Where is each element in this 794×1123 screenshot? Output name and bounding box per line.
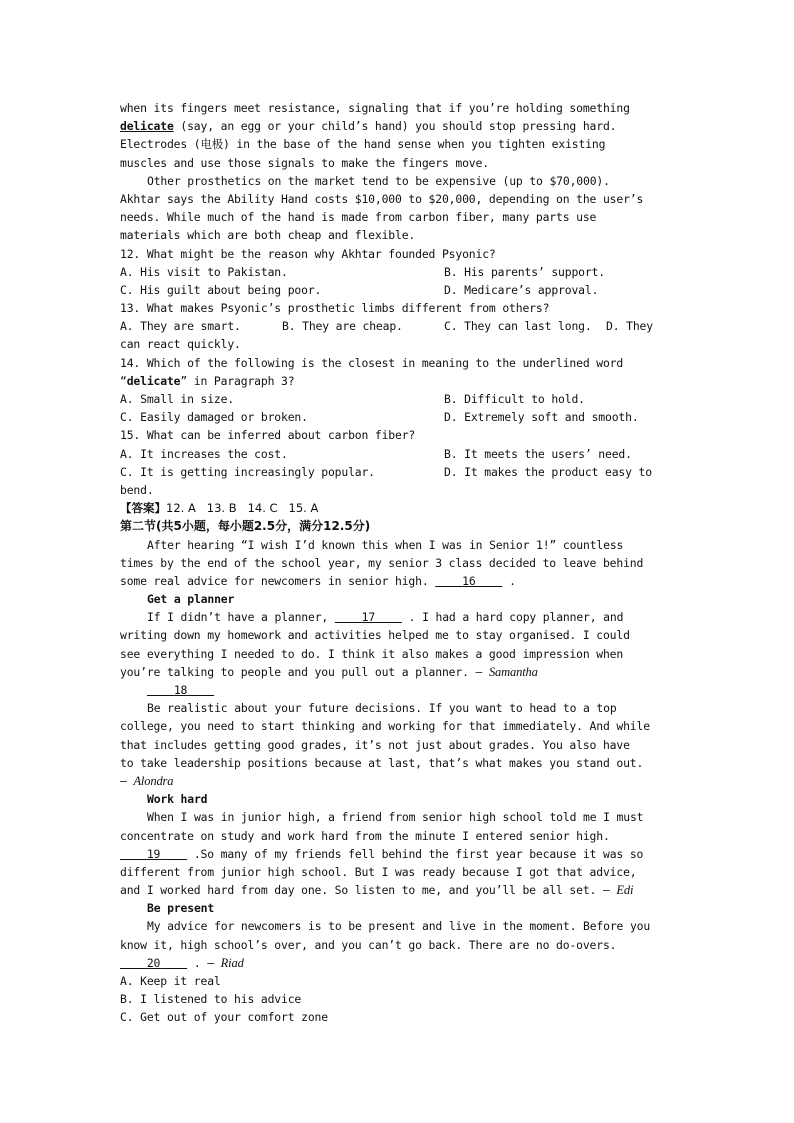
text-line: materials which are both cheap and flexible. (120, 228, 416, 243)
text-line: If I didn’t have a planner, 17 . I had a hard copy planner, and (120, 608, 680, 626)
text-line: college, you need to start thinking and working for that immediately. And while (120, 719, 650, 734)
subheading-get-a-planner: Get a planner (147, 592, 235, 607)
text-line: concentrate on study and work hard from the minute I entered senior high. (120, 828, 610, 843)
question-15-options: A. It increases the cost. B. It meets the users’ need. (120, 446, 632, 461)
question-15-stem: 15. What can be inferred about carbon fiber? (120, 428, 416, 443)
question-13-stem: 13. What makes Psyonic’s prosthetic limbs different from others? (120, 301, 550, 316)
signature-samantha: Samantha (488, 664, 538, 679)
text-line: you’re talking to people and you pull out a planner. — Samantha (120, 664, 538, 679)
option-b: B. I listened to his advice (120, 992, 302, 1007)
text-line: My advice for newcomers is to be present and live in the moment. Before you (147, 919, 651, 934)
answer-key-text: 12. A 13. B 14. C 15. A (166, 501, 319, 516)
text-line: when its fingers meet resistance, signaling that if you’re holding something (120, 101, 630, 115)
blank-16[interactable]: 16 (462, 573, 476, 588)
signature-alondra: Alondra (133, 773, 174, 788)
text-line: Be realistic about your future decisions. If you want to head to a top (147, 701, 617, 716)
signature-edi: Edi (616, 883, 634, 898)
subheading-be-present: Be present (147, 901, 215, 916)
question-15-options: C. It is getting increasingly popular. D. It makes the product easy to (120, 464, 652, 479)
subheading-work-hard: Work hard (147, 792, 208, 807)
question-14-stem: “delicate” in Paragraph 3? (120, 373, 295, 388)
text-line: that includes getting good grades, it’s not just about grades. You also have (120, 737, 630, 752)
text-line: After hearing “I wish I’d known this when I was in Senior 1!” countless (147, 537, 624, 552)
text-line: Akhtar says the Ability Hand costs $10,000 to $20,000, depending on the user’s (120, 191, 644, 206)
text-line: to take leadership positions because at last, that’s what makes you stand out. (120, 755, 644, 770)
question-12-options: C. His guilt about being poor. D. Medicare’s approval. (120, 282, 599, 297)
blank-19[interactable]: 19 (146, 846, 161, 861)
text-line (120, 681, 680, 699)
text-line: delicate (say, an egg or your child’s hand) you should stop pressing hard. (120, 119, 617, 134)
blank-20[interactable]: 20 (146, 955, 161, 970)
text-line: know it, high school’s over, and you can’t go back. There are no do-overs. (120, 937, 617, 952)
signature-riad: Riad (220, 955, 244, 970)
text-line: Electrodes (电极) in the base of the hand sense when you tighten existing (120, 137, 606, 152)
text-line: times by the end of the school year, my senior 3 class decided to leave behind (120, 555, 644, 570)
answer-key (120, 499, 680, 517)
text-line: and I worked hard from day one. So listen to me, and you’ll be all set. — Edi (120, 883, 634, 898)
underlined-word: delicate (120, 119, 174, 134)
question-12-stem: 12. What might be the reason why Akhtar founded Psyonic? (120, 246, 496, 261)
text-line: needs. While much of the hand is made from carbon fiber, many parts use (120, 210, 597, 225)
text-line: When I was in junior high, a friend from senior high school told me I must (147, 810, 644, 825)
text-line: some real advice for newcomers in senior high. 16 . (120, 572, 680, 590)
question-14-options: A. Small in size. B. Difficult to hold. (120, 392, 585, 406)
question-13-options: can react quickly. (120, 337, 241, 352)
question-14-options: C. Easily damaged or broken. D. Extremely soft and smooth. (120, 410, 639, 425)
document-page (120, 99, 680, 1027)
blank-18[interactable]: 18 (173, 683, 188, 697)
blank-17[interactable]: 17 (361, 610, 376, 625)
option-a: A. Keep it real (120, 974, 221, 988)
text-line: different from junior high school. But I was ready because I got that advice, (120, 864, 637, 879)
question-14-stem: 14. Which of the following is the closest in meaning to the underlined word (120, 355, 624, 370)
question-13-options: A. They are smart. B. They are cheap. C. They can last long. D. They (120, 319, 653, 334)
option-c: C. Get out of your comfort zone (120, 1010, 328, 1025)
section-heading: 第二节(共5小题，每小题2.5分，满分12.5分) (120, 519, 371, 534)
text-line: — Alondra (120, 773, 174, 788)
text-line: muscles and use those signals to make the fingers move. (120, 155, 489, 170)
text-line: 19 .So many of my friends fell behind the first year because it was so (120, 845, 680, 863)
text-line: Other prosthetics on the market tend to be expensive (up to $70,000). (147, 173, 610, 188)
text-line: see everything I needed to do. I think it also makes a good impression when (120, 646, 624, 661)
text-line: writing down my homework and activities helped me to stay organised. I could (120, 628, 630, 643)
question-15-options: bend. (120, 482, 154, 497)
question-12-options: A. His visit to Pakistan. B. His parents’ support. (120, 264, 605, 279)
text-line: 20 . — Riad (120, 954, 680, 972)
answer-key-label: 【答案】 (120, 501, 166, 516)
